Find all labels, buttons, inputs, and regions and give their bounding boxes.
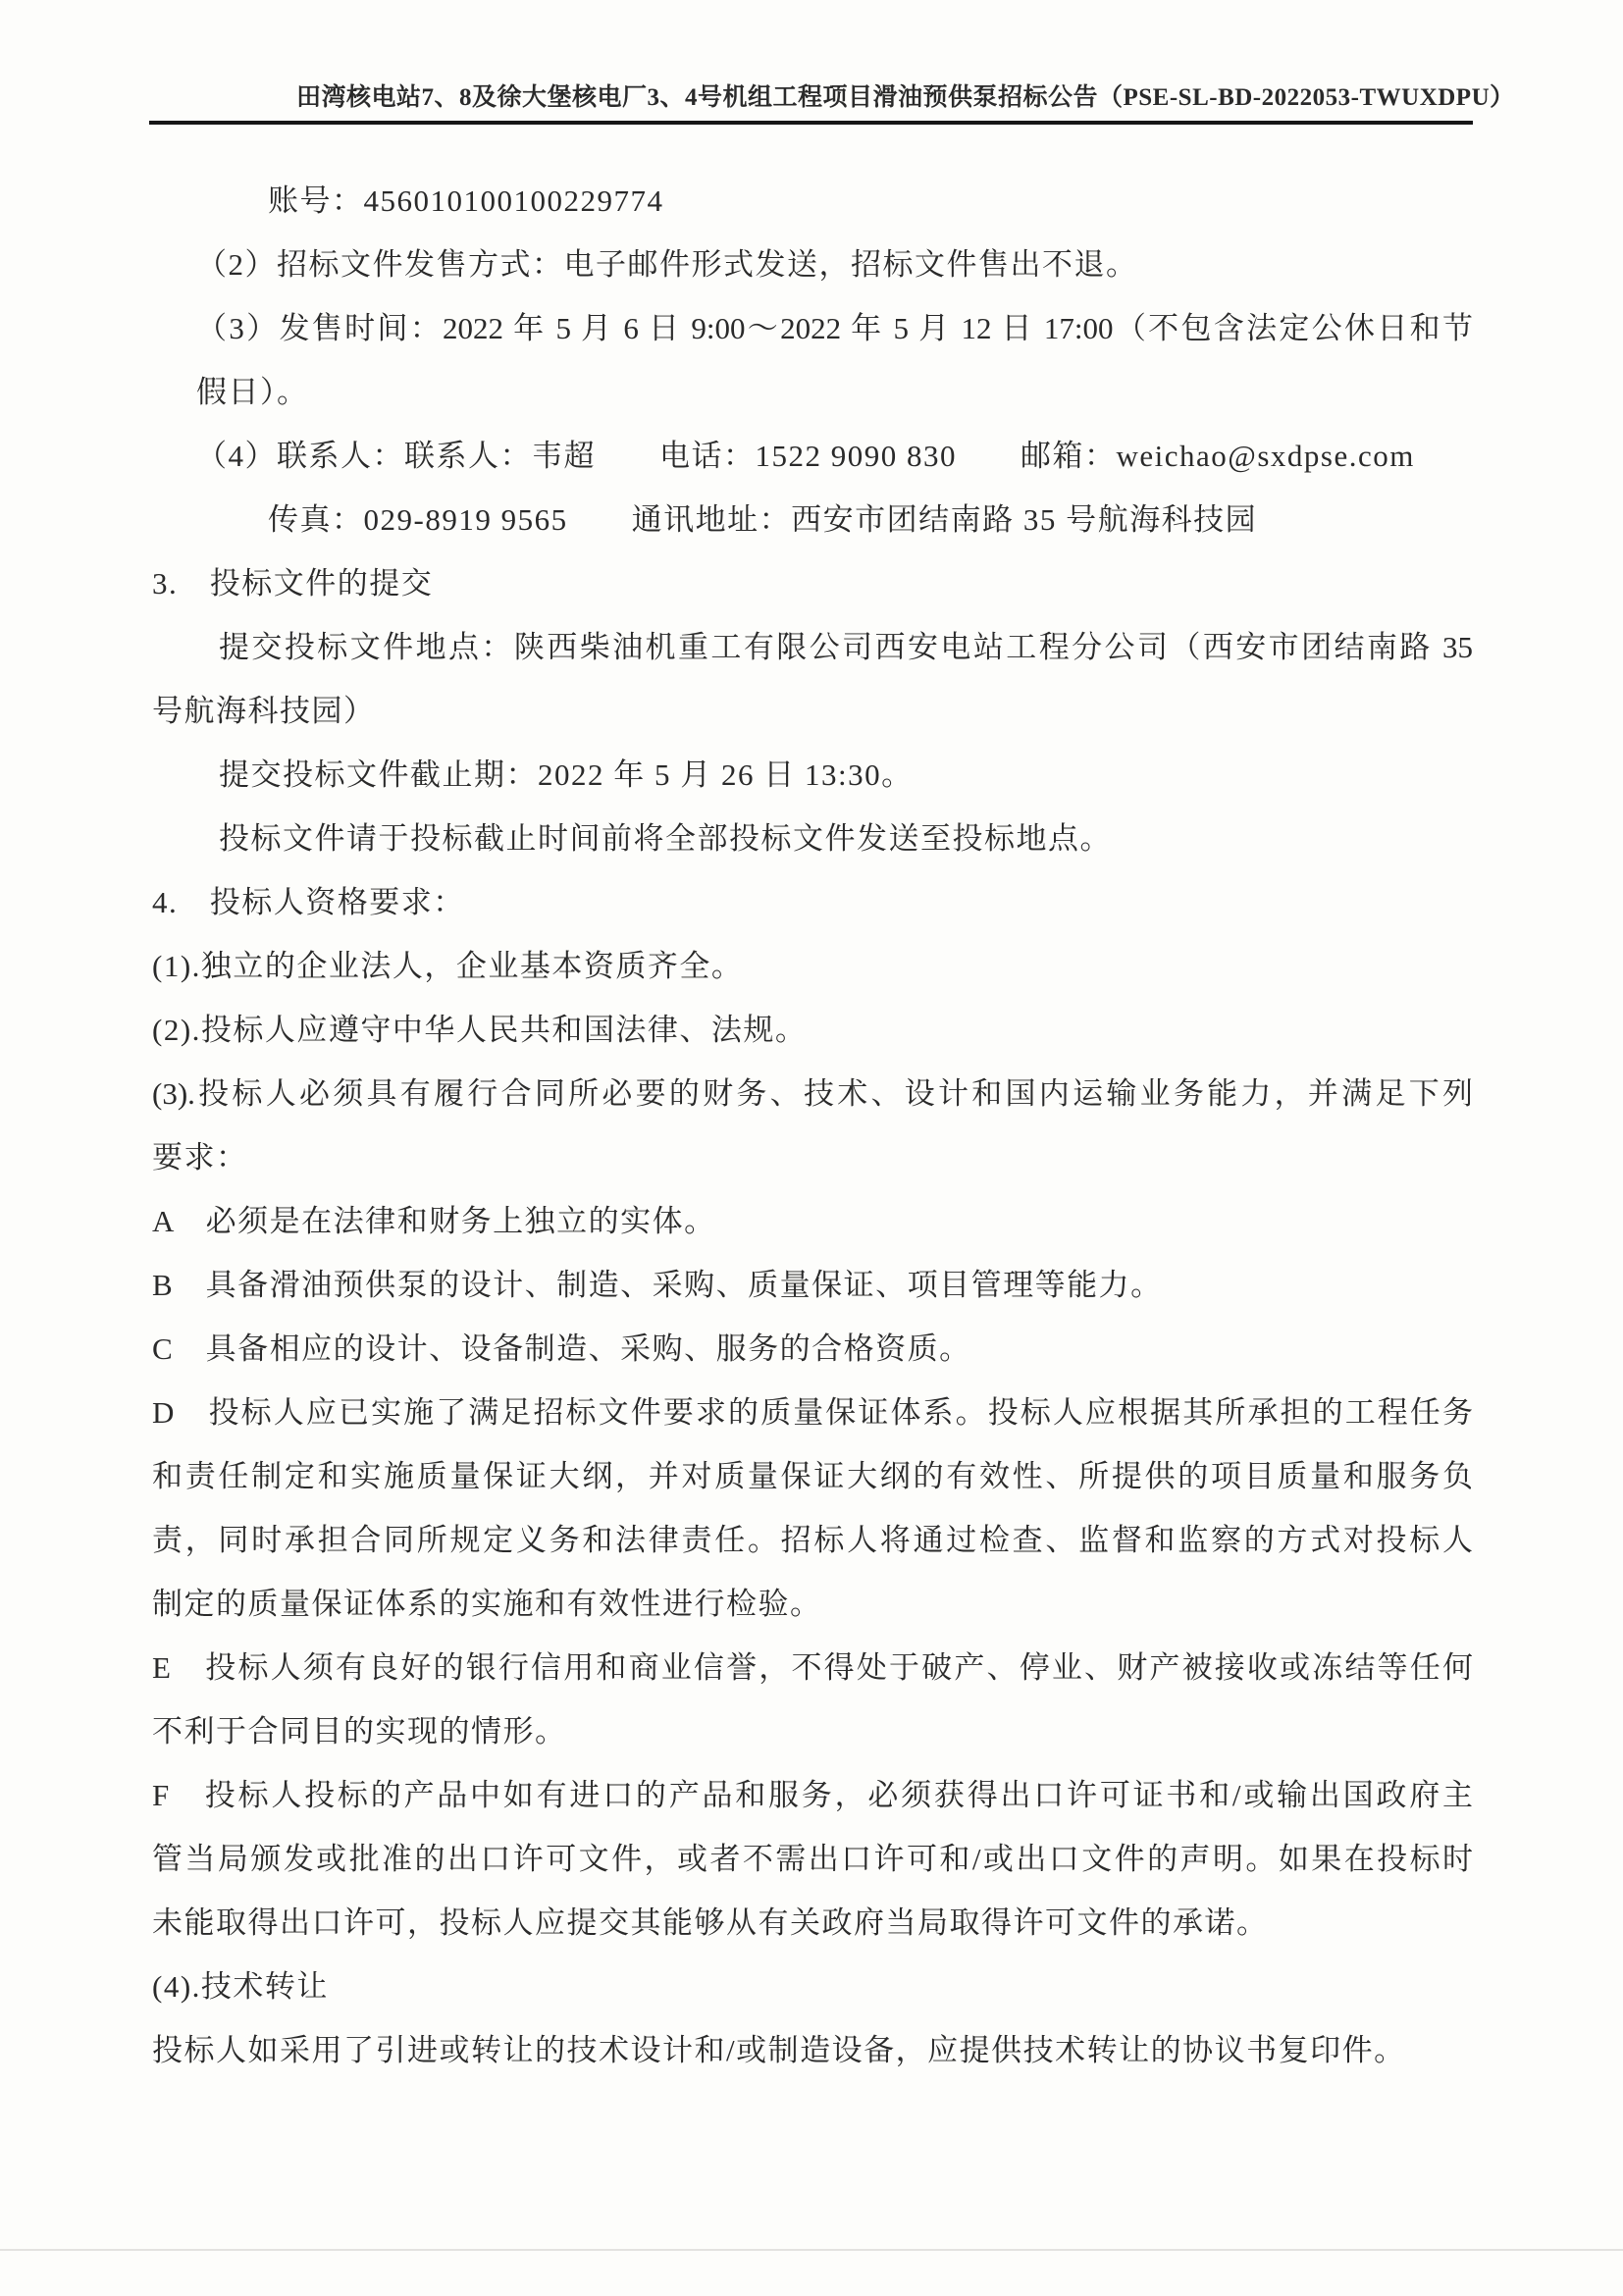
text-line-20: D 投标人应已实施了满足招标文件要求的质量保证体系。投标人应根据其所承担的工程任务 (152, 1395, 1473, 1430)
text-line-22: 责，同时承担合同所规定义务和法律责任。招标人将通过检查、监督和监察的方式对投标人 (152, 1523, 1473, 1557)
text-line-21: 和责任制定和实施质量保证大纲，并对质量保证大纲的有效性、所提供的项目质量和服务负 (152, 1459, 1473, 1493)
text-line-2: （2）招标文件发售方式：电子邮件形式发送，招标文件售出不退。 (196, 247, 1138, 282)
text-line-24: E 投标人须有良好的银行信用和商业信誉，不得处于破产、停业、财产被接收或冻结等任何 (152, 1650, 1473, 1685)
text-line-19: C 具备相应的设计、设备制造、采购、服务的合格资质。 (152, 1331, 971, 1366)
text-line-14: (2).投标人应遵守中华人民共和国法律、法规。 (152, 1013, 808, 1047)
text-line-16: 要求： (152, 1140, 248, 1174)
page-header-title: 田湾核电站7、8及徐大堡核电厂3、4号机组工程项目滑油预供泵招标公告（PSE-SL-BD-2022053-TWUXDPU） (296, 84, 1515, 111)
text-line-30: 投标人如采用了引进或转让的技术设计和/或制造设备，应提供技术转让的协议书复印件。 (152, 2033, 1406, 2067)
text-line-12: 4. 投标人资格要求： (152, 885, 465, 919)
document-body (152, 169, 1473, 2082)
text-line-27: 管当局颁发或批准的出口许可文件，或者不需出口许可和/或出口文件的声明。如果在投标时 (152, 1842, 1473, 1876)
text-line-4: 假日）。 (196, 375, 309, 409)
text-line-13: (1).独立的企业法人，企业基本资质齐全。 (152, 949, 744, 983)
text-line-11: 投标文件请于投标截止时间前将全部投标文件发送至投标地点。 (219, 821, 1112, 856)
text-line-25: 不利于合同目的实现的情形。 (152, 1714, 567, 1748)
header-rule (149, 121, 1473, 125)
text-line-15: (3).投标人必须具有履行合同所必要的财务、技术、设计和国内运输业务能力，并满足下列 (152, 1076, 1473, 1111)
text-line-10: 提交投标文件截止期：2022 年 5 月 26 日 13:30。 (219, 757, 914, 792)
text-line-6: 传真：029-8919 9565 通讯地址：西安市团结南路 35 号航海科技园 (268, 502, 1258, 537)
text-line-17: A 必须是在法律和财务上独立的实体。 (152, 1204, 716, 1238)
text-line-28: 未能取得出口许可，投标人应提交其能够从有关政府当局取得许可文件的承诺。 (152, 1905, 1269, 1940)
text-line-23: 制定的质量保证体系的实施和有效性进行检验。 (152, 1587, 822, 1621)
text-line-7: 3. 投标文件的提交 (152, 566, 434, 600)
text-line-3: （3）发售时间：2022 年 5 月 6 日 9:00～2022 年 5 月 12 日 17:00（不包含法定公休日和节 (196, 311, 1473, 345)
text-line-8: 提交投标文件地点：陕西柴油机重工有限公司西安电站工程分公司（西安市团结南路 35 (219, 630, 1473, 664)
footer-rule (0, 2249, 1623, 2251)
text-line-9: 号航海科技园） (152, 694, 376, 728)
text-line-18: B 具备滑油预供泵的设计、制造、采购、质量保证、项目管理等能力。 (152, 1268, 1163, 1302)
text-line-29: (4).技术转让 (152, 1969, 329, 2004)
text-line-1: 账号：456010100100229774 (268, 183, 664, 218)
text-line-26: F 投标人投标的产品中如有进口的产品和服务，必须获得出口许可证书和/或输出国政府主 (152, 1778, 1473, 1812)
text-line-5: （4）联系人：联系人：韦超 电话：1522 9090 830 邮箱：weichao@sxdpse.com (196, 439, 1415, 473)
